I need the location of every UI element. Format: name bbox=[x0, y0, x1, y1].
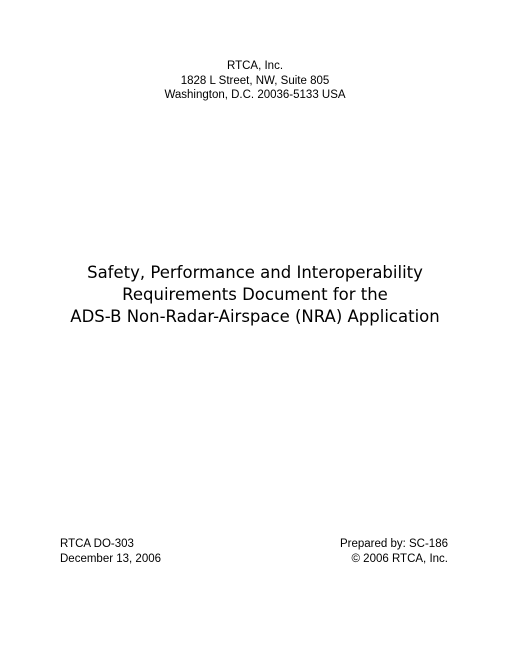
document-attribution bbox=[340, 537, 448, 566]
title-line-1: Safety, Performance and Interoperability bbox=[87, 263, 423, 282]
document-identifier bbox=[60, 537, 161, 566]
city-address: Washington, D.C. 20036-5133 USA bbox=[164, 89, 346, 101]
document-date: December 13, 2006 bbox=[60, 552, 162, 565]
publisher-address bbox=[0, 59, 510, 103]
document-number: RTCA DO-303 bbox=[60, 538, 134, 550]
street-address: 1828 L Street, NW, Suite 805 bbox=[180, 74, 330, 87]
document-title bbox=[0, 262, 510, 328]
prepared-by: Prepared by: SC-186 bbox=[339, 538, 448, 550]
title-line-2: Requirements Document for the bbox=[122, 285, 388, 304]
title-line-3: ADS-B Non-Radar-Airspace (NRA) Application bbox=[70, 307, 440, 326]
copyright-notice: © 2006 RTCA, Inc. bbox=[351, 552, 448, 565]
organization-name: RTCA, Inc. bbox=[226, 60, 284, 72]
